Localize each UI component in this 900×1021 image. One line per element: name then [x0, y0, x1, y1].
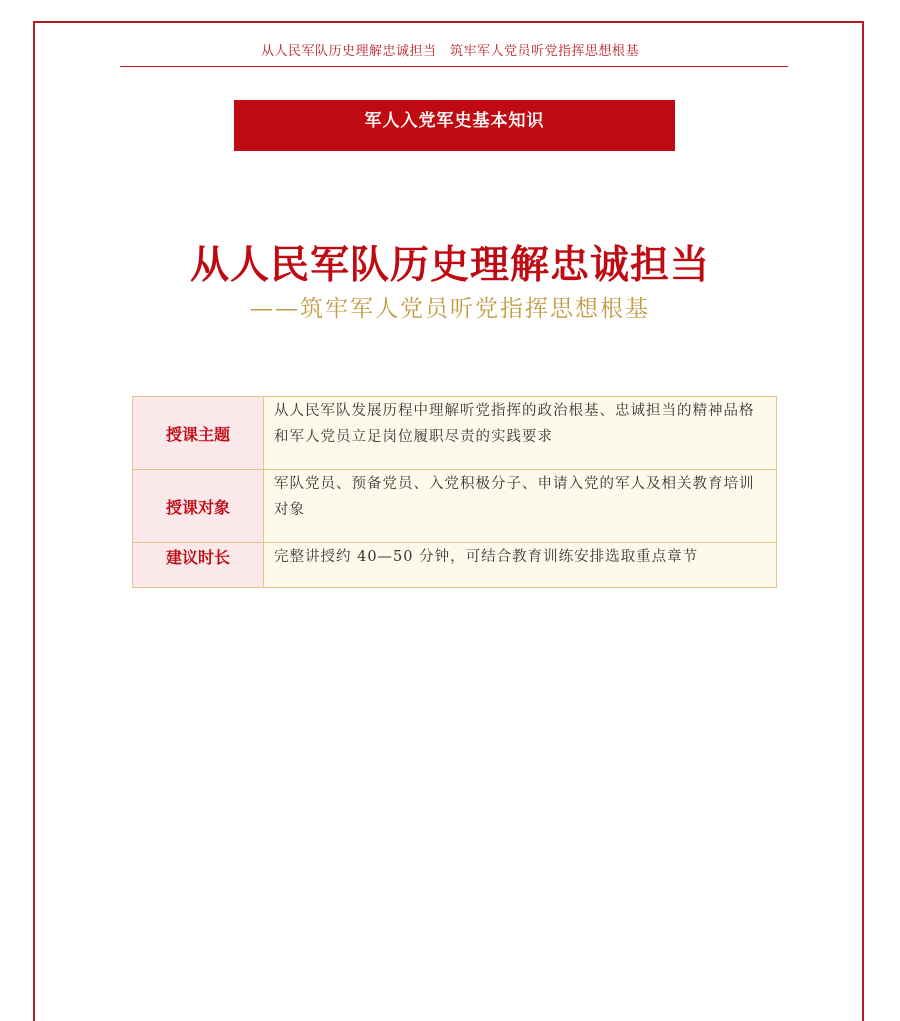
course-info-table	[132, 396, 777, 588]
table-row	[133, 397, 777, 470]
row-value-audience: 军队党员、预备党员、入党积极分子、申请入党的军人及相关教育培训对象	[264, 470, 777, 543]
running-header: 从人民军队历史理解忠诚担当 筑牢军人党员听党指挥思想根基	[260, 44, 639, 59]
row-label-audience: 授课对象	[133, 470, 264, 543]
section-banner	[234, 100, 675, 151]
row-value-topic: 从人民军队发展历程中理解听党指挥的政治根基、忠诚担当的精神品格和军人党员立足岗位履职尽责的实践要求	[264, 397, 777, 470]
row-label-topic: 授课主题	[133, 397, 264, 470]
document-subtitle: ——筑牢军人党员听党指挥思想根基	[250, 296, 650, 322]
document-title: 从人民军队历史理解忠诚担当	[189, 243, 710, 288]
table-row	[133, 470, 777, 543]
table-row	[133, 543, 777, 588]
row-value-duration: 完整讲授约 40—50 分钟，可结合教育训练安排选取重点章节	[264, 543, 777, 588]
section-banner-title: 军人入党军史基本知识	[364, 111, 545, 131]
row-label-duration: 建议时长	[133, 543, 264, 588]
header-divider	[120, 66, 788, 67]
